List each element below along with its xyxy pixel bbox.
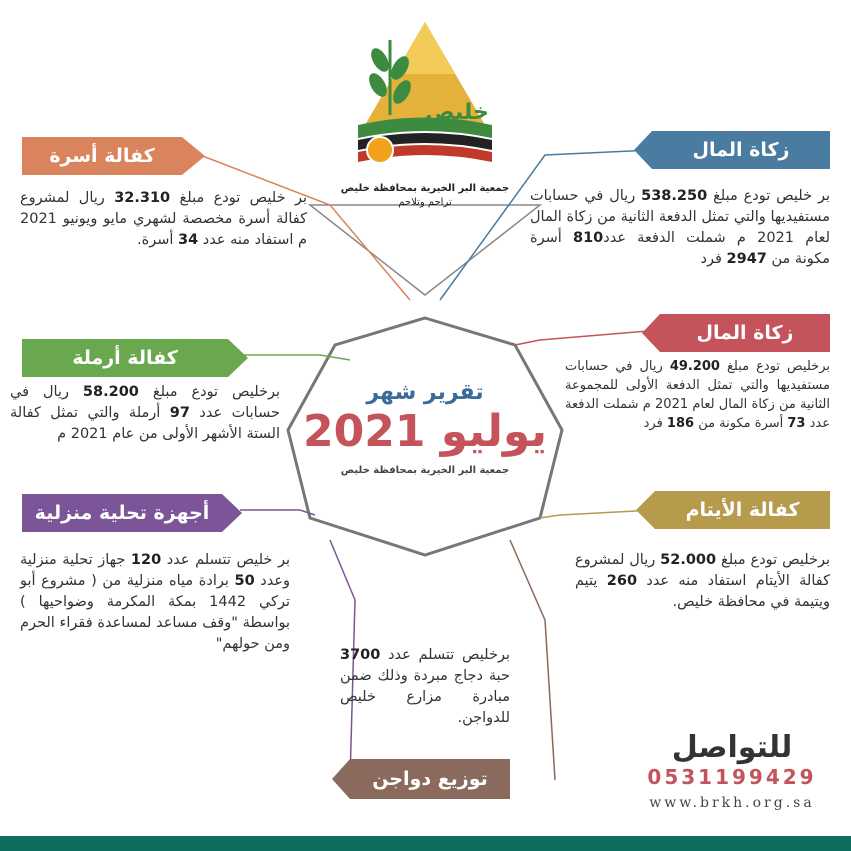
- contact-title: للتواصل: [671, 730, 793, 765]
- label-orphans: كفالة الأيتام: [685, 499, 800, 521]
- label-zakat-1: زكاة المال: [692, 139, 790, 161]
- logo-graphic: [358, 22, 492, 163]
- label-zakat-2: زكاة المال: [696, 322, 794, 344]
- contact-phone: 0531199429: [647, 765, 817, 789]
- label-chicken: توزيع دواجن: [372, 768, 488, 790]
- label-devices: أجهزة تحلية منزلية: [34, 502, 210, 524]
- month-year: يوليو 2021: [303, 406, 547, 457]
- label-family: كفالة أسرة: [49, 145, 155, 167]
- zakat-1-text: بر خليص تودع مبلغ 538.250 ريال في حسابات مستفيديها والتي تمثل الدفعة الثانية من زكاة المال لعام 2021 م شملت الدفعة عدد810 أسرة مكونة من 2947 فرد: [530, 188, 831, 267]
- logo-org: جمعية البر الخيرية بمحافظة خليص: [340, 183, 510, 194]
- devices-text: بر خليص تتسلم عدد 120 جهاز تحلية منزلية وعدد 50 برادة مياه منزلية من ( مشروع أبو تركي 1442 بمكة المكرمة وضواحيها ) بواسطة "وقف مساعد لمساعدة فقراء الحرم ومن حولهم": [20, 552, 290, 652]
- family-text-body: بر خليص تودع مبلغ 32.310 ريال لمشروع كفالة أسرة مخصصة لشهري مايو ويونيو 2021 م استفاد منه عدد 34 أسرة.: [20, 190, 307, 248]
- label-widow: كفالة أرملة: [72, 347, 178, 369]
- orphans-text: برخليص تودع مبلغ 52.000 ريال لمشروع كفالة الأيتام استفاد منه عدد 260 يتيم ويتيمة في محافظة خليص.: [575, 552, 831, 610]
- zakat-2-text: برخليص تودع مبلغ 49.200 ريال في حسابات مستفيديها والتي تمثل الدفعة الأولى للمجموعة الثانية من زكاة المال لعام 2021 م شملت الدفعة عدد 73 أسرة مكونة من 186 فرد: [565, 359, 830, 431]
- logo-name: خليص: [425, 100, 489, 125]
- bottom-bar: [0, 836, 851, 851]
- contact-website: www.brkh.org.sa: [649, 795, 815, 811]
- logo-slogan: تراحم وتلاحم: [398, 197, 452, 208]
- chicken-text: برخليص تتسلم عدد 3700 حبة دجاج مبردة وذلك ضمن مبادرة مزارع خليص للدواجن.: [340, 647, 510, 726]
- report-label: تقرير شهر: [366, 380, 484, 405]
- contact-block: [632, 730, 832, 811]
- center-title: [290, 380, 560, 476]
- center-org: جمعية البر الخيرية بمحافظة خليص: [340, 465, 510, 476]
- widow-text: برخليص تودع مبلغ 58.200 ريال في حسابات عدد 97 أرملة والتي تمثل كفالة الستة الأشهر الأولى من عام 2021 م: [10, 384, 280, 442]
